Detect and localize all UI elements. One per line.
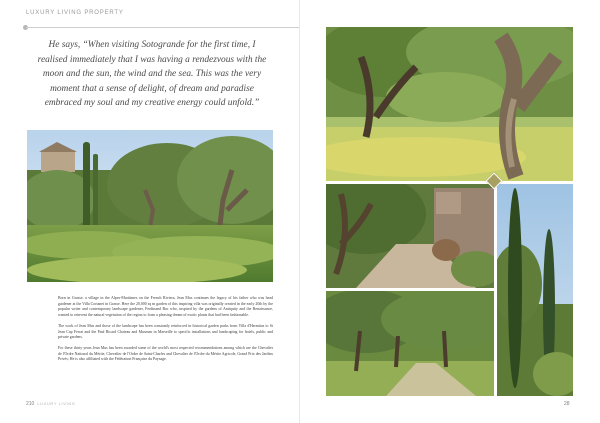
right-page-number: 28 xyxy=(564,401,570,407)
left-folio xyxy=(26,401,75,407)
body-paragraph: The work of Jean Mus and those of the landscape has been constantly reinforced in historical garden parks from Villa d'Hermitas to St Jean Cap Ferrat and the Paul Ricard Chateau and Museum in Marseille to specific installations and landscaping for hotels, public and private gardens. xyxy=(58,323,273,340)
section-header: LUXURY LIVING PROPERTY xyxy=(26,10,124,16)
left-page-number: 210 xyxy=(26,401,35,407)
body-paragraph: For these thirty years Jean Mus has been awarded some of the world's most respected recommendations among which are the Chevalier de l'Ordre National du Mérite, Chevalier de l'Ordre de Saint-Charles and Chevalier de l'Ordre du Mérite Agricole, Grand Prix des Jardins Privés; He is also affiliated with the Fédération Française du Paysage. xyxy=(58,345,273,362)
garden-photo-lavender xyxy=(27,130,273,282)
body-paragraph: Born in Grasse, a village in the Alpes-Maritimes on the French Riviera, Jean Mus continues the legacy of his father who was head gardener at the Villa Cortanet in Grasse. Here the 20,000 sq m garden of this inspiring villa was originally created in the early 20th by the popular writer and contemporary landscape gardener, Ferdinand Bac who, inspired by the gardens of Antiquity and the Renaissance, wanted to reinvent the natural vegetation of the region to form a pleasing dream of exotic plants that had been fashionable. xyxy=(58,296,273,318)
cypress-trees-photo xyxy=(497,184,573,396)
olive-avenue-photo xyxy=(326,291,494,396)
right-page xyxy=(300,0,600,423)
article-body xyxy=(58,296,273,368)
olive-grove-photo xyxy=(326,27,573,181)
stone-path-photo xyxy=(326,184,494,288)
header-divider xyxy=(26,27,313,28)
magazine-name: LUXURY LIVING xyxy=(37,401,76,406)
pull-quote: He says, “When visiting Sotogrande for the first time, I realised immediately that I was having a rendezvous with the moon and the sun, the wind and the sea. This was the very moment that a sense of delight, of dream and paradise embraced my soul and my creative energy could unfold.” xyxy=(37,40,267,108)
